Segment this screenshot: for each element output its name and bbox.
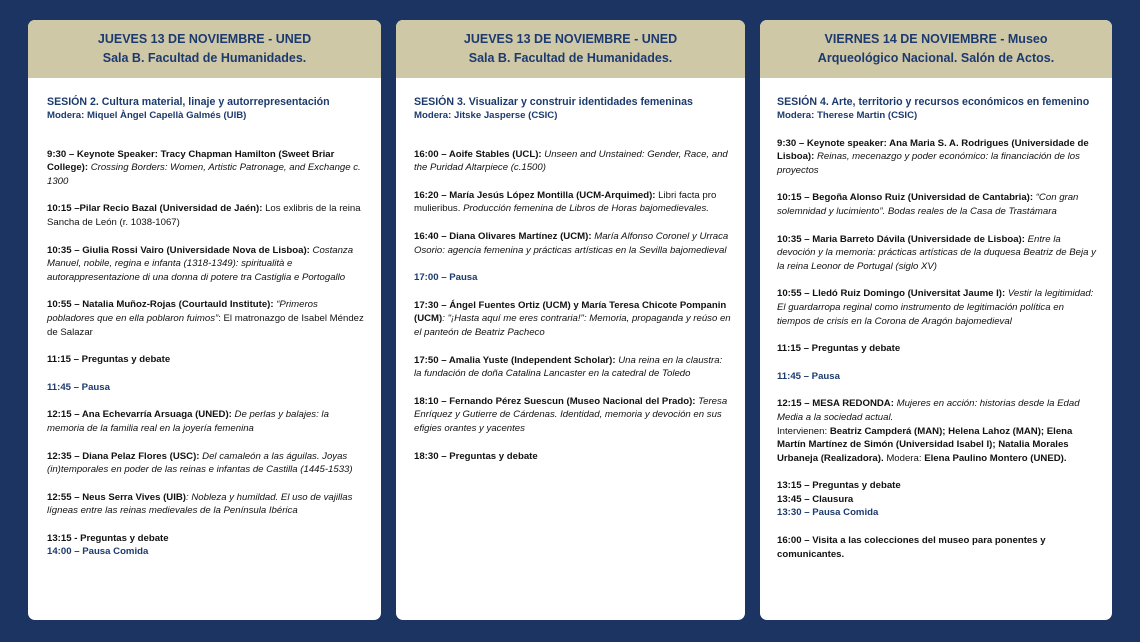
program-item: 16:20 – María Jesús López Montilla (UCM-Arquimed): Libri facta pro mulieribus. Producción femenina de Libros de Horas bajomedievales. — [414, 189, 717, 215]
break-item: 11:45 – Pausa — [777, 370, 840, 382]
program-item: 11:15 – Preguntas y debate — [777, 343, 901, 355]
session-moderator: Modera: Therese Martin (CSIC) — [777, 110, 918, 121]
session-title: SESIÓN 2. Cultura material, linaje y autorrepresentación — [47, 96, 330, 108]
program-item: 18:30 – Preguntas y debate — [414, 450, 538, 462]
session-title: SESIÓN 4. Arte, territorio y recursos económicos en femenino — [777, 96, 1090, 108]
program-item: 13:15 – Preguntas y debate — [777, 480, 901, 492]
card-header — [760, 20, 1112, 78]
program-item: 11:15 – Preguntas y debate — [47, 354, 171, 366]
card-body — [760, 78, 1112, 561]
program-item: 17:50 – Amalia Yuste (Independent Scholar): Una reina en la claustra: la fundación de doña Catalina Lancaster en la catedral de Toledo — [414, 354, 723, 380]
break-item: 14:00 – Pausa Comida — [47, 546, 149, 558]
card-header — [28, 20, 381, 78]
program-item: 10:35 – Giulia Rossi Vairo (Universidade Nova de Lisboa): Costanza Manuel, nobile, regina e infanta (1318-1349): spiritualità e autorappresentazione di una donna di potere tra Castiglia e Portogallo — [47, 244, 354, 283]
program-item: 10:15 – Begoña Alonso Ruiz (Universidad de Cantabria): “Con gran solemnidad y lucimiento”. Bodas reales de la Casa de Trastámara — [777, 192, 1079, 217]
break-item: 11:45 – Pausa — [47, 381, 110, 393]
header-date: JUEVES 13 DE NOVIEMBRE - UNED — [97, 32, 312, 46]
program-item: 12:15 – Ana Echevarría Arsuaga (UNED): De perlas y balajes: la memoria de la familia real en la joyería femenina — [47, 409, 329, 434]
program-item: 16:00 – Visita a las colecciones del museo para ponentes y comunicantes. — [777, 535, 1046, 560]
program-item: 10:15 –Pilar Recio Bazal (Universidad de Jaén): Los exlibris de la reina Sancha de León (r. 1038-1067) — [47, 203, 361, 228]
session-moderator: Modera: Jitske Jasperse (CSIC) — [414, 110, 558, 121]
program-item: 10:35 – Maria Barreto Dávila (Universidade de Lisboa): Entre la devoción y la memoria: prácticas artísticas de la duquesa Beatriz de Beja y la reina Leonor de Portugal (siglo XV) — [777, 233, 1096, 272]
program-item: 12:15 – MESA REDONDA: Mujeres en acción: historias desde la Edad Media a la sociedad actual. Intervienen: Beatriz Campderá (MAN); Helena Lahoz (MAN); Elena Martín Martínez de Simón (Universidad Isabel I); Natalia Morales Urbaneja (Realizadora). Modera: Elena Paulino Montero (UNED). — [777, 398, 1080, 464]
break-item: 13:30 – Pausa Comida — [777, 507, 879, 519]
header-date: VIERNES 14 DE NOVIEMBRE - Museo — [824, 32, 1048, 46]
header-venue: Sala B. Facultad de Humanidades. — [468, 51, 673, 65]
session-title: SESIÓN 3. Visualizar y construir identidades femeninas — [414, 96, 693, 108]
program-item: 18:10 – Fernando Pérez Suescun (Museo Nacional del Prado): Teresa Enríquez y Gutierre de Cárdenas. Identidad, memoria y devoción en sus efigies orantes y yacentes — [414, 395, 728, 434]
program-item: 12:55 – Neus Serra Vives (UIB): Nobleza y humildad. El uso de vajillas lígneas entre las reinas medievales de la Península Ibérica — [47, 491, 353, 517]
day-card-friday — [760, 20, 1112, 620]
program-item: 10:55 – Natalia Muñoz-Rojas (Courtauld Institute): “Primeros pobladores que en ella poblaron fuimos”: El matronazgo de Isabel Méndez de Salazar — [47, 299, 364, 338]
program-item: 17:30 – Ángel Fuentes Ortiz (UCM) y María Teresa Chicote Pompanin (UCM): "¡Hasta aquí me eres contraria!": Memoria, propaganda y reúso en el panteón de Beatriz Pacheco — [414, 299, 731, 338]
session-moderator: Modera: Miquel Àngel Capellà Galmés (UIB) — [47, 110, 247, 121]
card-header — [396, 20, 745, 78]
day-card-thursday-morning — [28, 20, 381, 620]
program-item: 9:30 – Keynote speaker: Ana Maria S. A. Rodrigues (Universidade de Lisboa): Reinas, mecenazgo y poder económico: la financiación de los proyectos — [777, 137, 1089, 176]
card-body — [28, 78, 381, 559]
program-item: 13:15 - Preguntas y debate — [47, 532, 169, 544]
program-item: 13:45 – Clausura — [777, 493, 854, 505]
break-item: 17:00 – Pausa — [414, 272, 478, 284]
header-venue: Sala B. Facultad de Humanidades. — [102, 51, 307, 65]
program-item: 9:30 – Keynote Speaker: Tracy Chapman Hamilton (Sweet Briar College): Crossing Borders: Women, Artistic Patronage, and Exchange c. 1300 — [47, 148, 361, 187]
program-item: 16:00 – Aoife Stables (UCL): Unseen and Unstained: Gender, Race, and the Puridad Altarpiece (c.1500) — [414, 148, 728, 174]
program-item: 16:40 – Diana Olivares Martínez (UCM): María Alfonso Coronel y Urraca Osorio: agencia femenina y prácticas artísticas en la Sevilla bajomedieval — [414, 230, 729, 256]
card-body — [396, 78, 745, 463]
program-item: 10:55 – Lledó Ruiz Domingo (Universitat Jaume I): Vestir la legitimidad: El guardarropa reginal como instrumento de legitimación política en tiempos de crisis en la Corona de Aragón bajomedieval — [777, 288, 1094, 327]
header-venue: Arqueológico Nacional. Salón de Actos. — [817, 51, 1055, 65]
program-item: 12:35 – Diana Pelaz Flores (USC): Del camaleón a las águilas. Joyas (in)temporales en poder de las reinas e infantas de Castilla (1445-1533) — [47, 450, 353, 476]
day-card-thursday-afternoon — [396, 20, 745, 620]
header-date: JUEVES 13 DE NOVIEMBRE - UNED — [463, 32, 678, 46]
